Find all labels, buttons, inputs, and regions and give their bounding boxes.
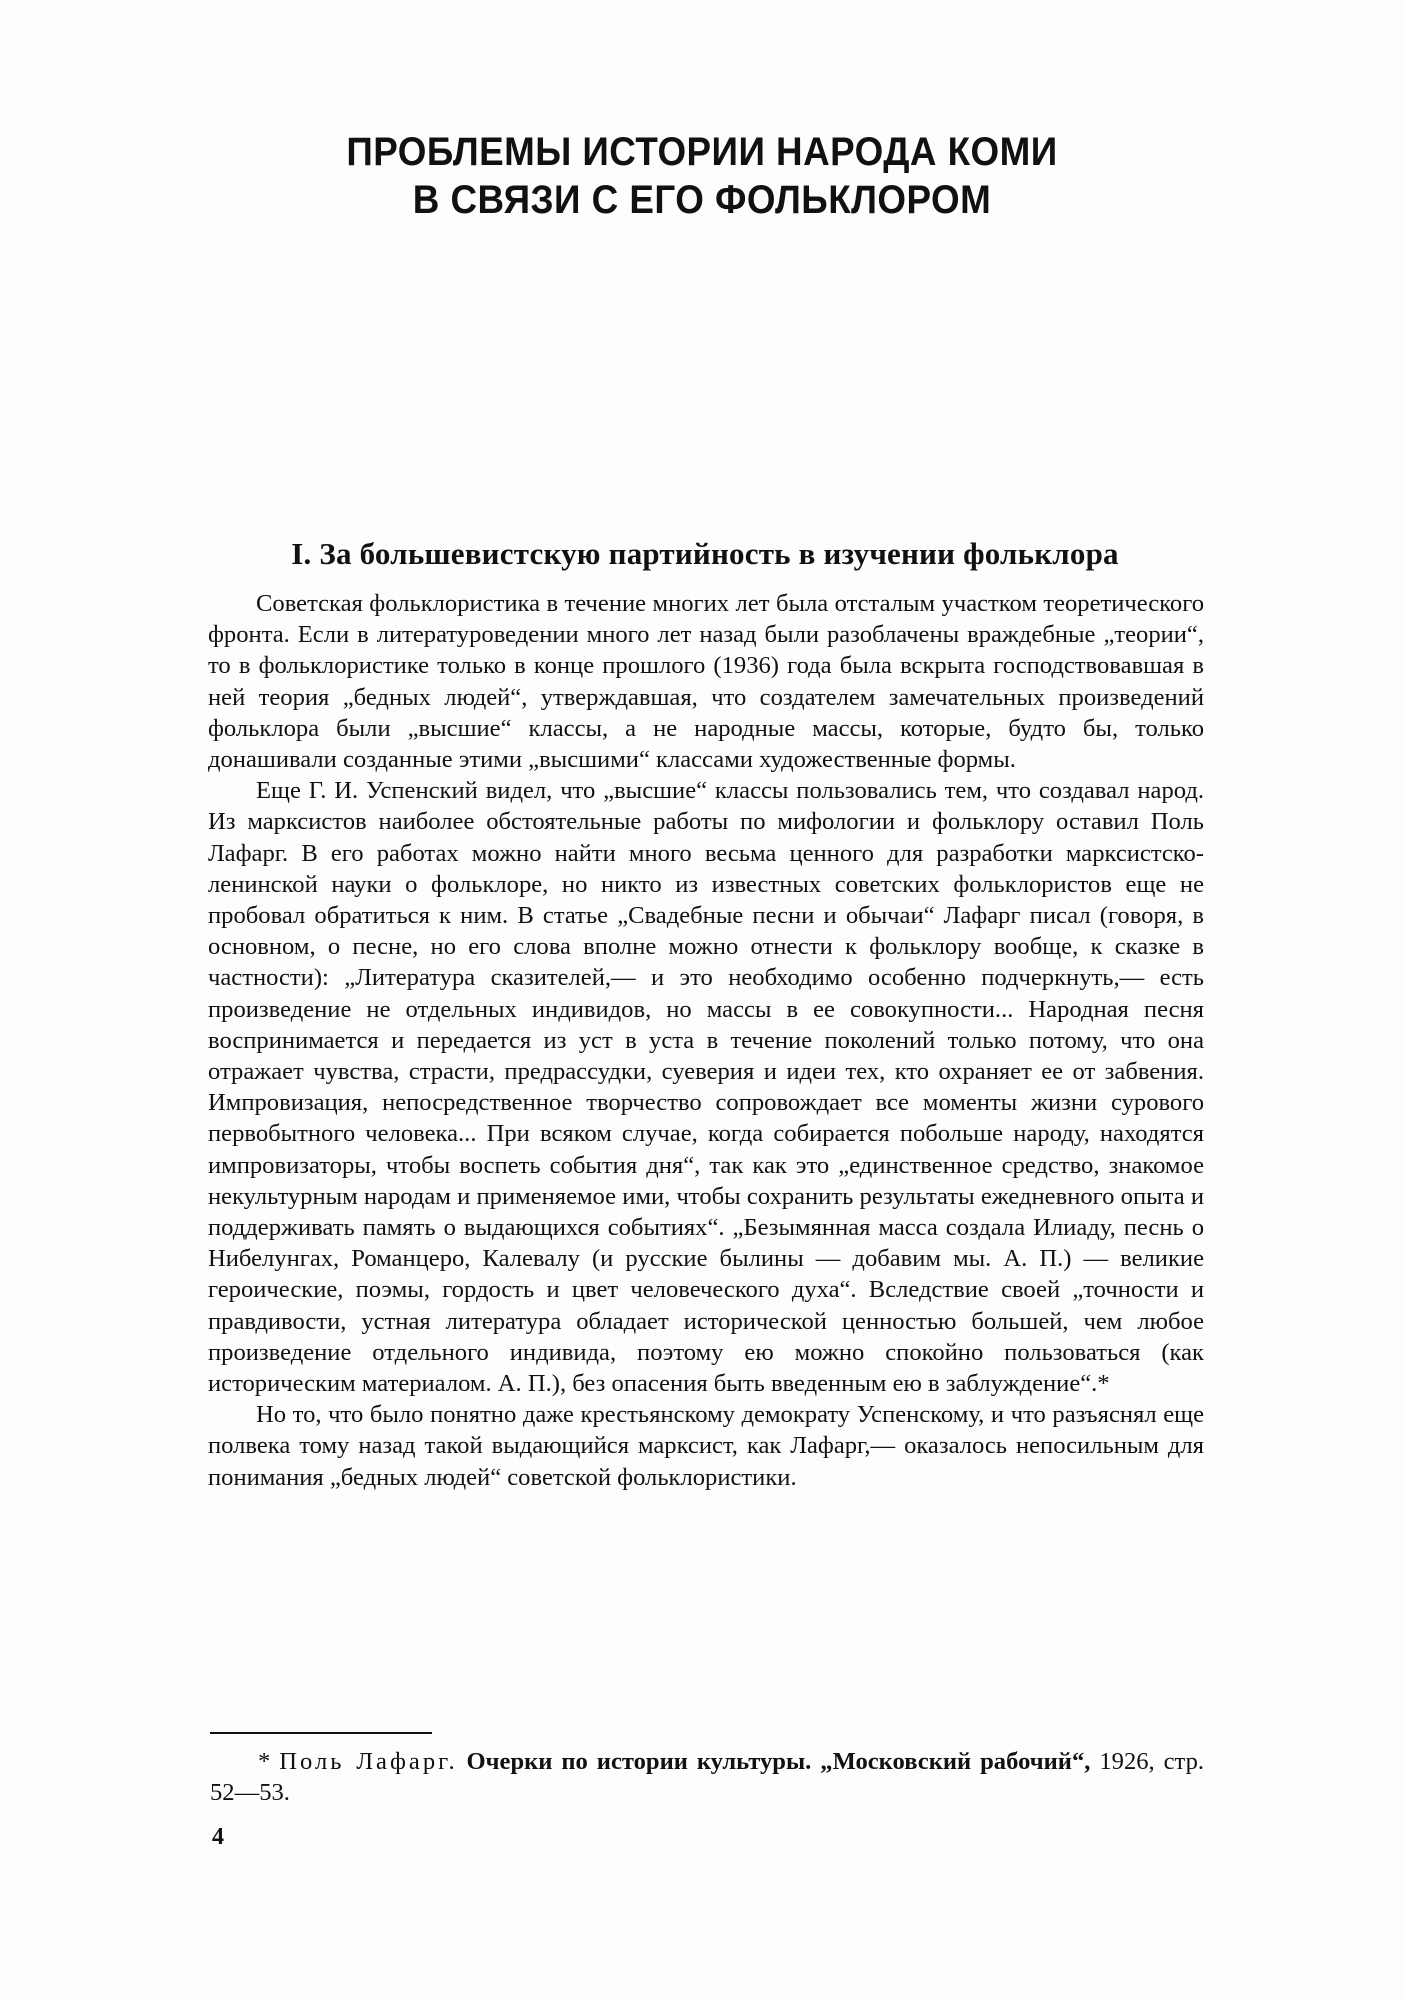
title-line-2: В СВЯЗИ С ЕГО ФОЛЬКЛОРОМ	[412, 178, 992, 222]
article-title	[200, 128, 1204, 224]
footnote-details: 1926, стр. 52—53.	[210, 1748, 1205, 1806]
article-body	[208, 588, 1204, 1493]
footnote-marker: *	[258, 1748, 271, 1775]
paragraph-3: Но то, что было понятно даже крестьянскому демократу Успенскому, и что разъяснял еще полвека тому назад такой выдающийся марксист, как Лафарг,— оказалось непосильным для понимания „бедных людей“ советской фольклористики.	[208, 1401, 1204, 1491]
footnote-publisher: „Московский рабочий“,	[820, 1748, 1091, 1775]
footnote-separator	[210, 1732, 432, 1734]
footnote	[210, 1746, 1204, 1808]
paragraph-1: Советская фольклористика в течение многих лет была отсталым участком теоретического фронта. Если в литературоведении много лет назад были разоблачены враждебные „теории“, то в фольклористике только в конце прошлого (1936) года была вскрыта господствовавшая в ней теория „бедных людей“, утверждавшая, что создателем замечательных произведений фольклора были „высшие“ классы, а не народные массы, которые, будто бы, только донашивали созданные этими „высшими“ классами художественные формы.	[208, 590, 1204, 774]
footnote-work: Очерки по истории культуры.	[466, 1748, 812, 1775]
title-line-1: ПРОБЛЕМЫ ИСТОРИИ НАРОДА КОМИ	[346, 130, 1058, 174]
footnote-author: Поль Лафарг.	[279, 1748, 458, 1775]
section-heading: I. За большевистскую партийность в изучении фольклора	[291, 536, 1119, 571]
page-number: 4	[212, 1824, 224, 1850]
paragraph-2: Еще Г. И. Успенский видел, что „высшие“ классы пользовались тем, что создавал народ. Из марксистов наиболее обстоятельные работы по мифологии и фольклору оставил Поль Лафарг. В его работах можно найти много весьма ценного для разработки марксистско-ленинской науки о фольклоре, но никто из известных советских фольклористов еще не пробовал обратиться к ним. В статье „Свадебные песни и обычаи“ Лафарг писал (говоря, в основном, о песне, но его слова вполне можно отнести к фольклору вообще, к сказке в частности): „Литература сказителей,— и это необходимо особенно подчеркнуть,— есть произведение не отдельных индивидов, но массы в ее совокупности... Народная песня воспринимается и передается из уст в уста в течение поколений только потому, что она отражает чувства, страсти, предрассудки, суеверия и идеи тех, кто охраняет ее от забвения. Импровизация, непосредственное творчество сопровождает все моменты жизни сурового первобытного человека... При всяком случае, когда собирается побольше народу, находятся импровизаторы, чтобы воспеть события дня“, так как это „единственное средство, знакомое некультурным народам и применяемое ими, чтобы сохранить результаты ежедневного опыта и поддерживать память о выдающихся событиях“. „Безымянная масса создала Илиаду, песнь о Нибелунгах, Романцеро, Калевалу (и русские былины — добавим мы. А. П.) — великие героические, поэмы, гордость и цвет человеческого духа“. Вследствие своей „точности и правдивости, устная литература обладает исторической ценностью большей, чем любое произведение отдельного индивида, поэтому ею можно спокойно пользоваться (как историческим материалом. А. П.), без опасения быть введенным ею в заблуждение“.*	[208, 777, 1204, 1398]
